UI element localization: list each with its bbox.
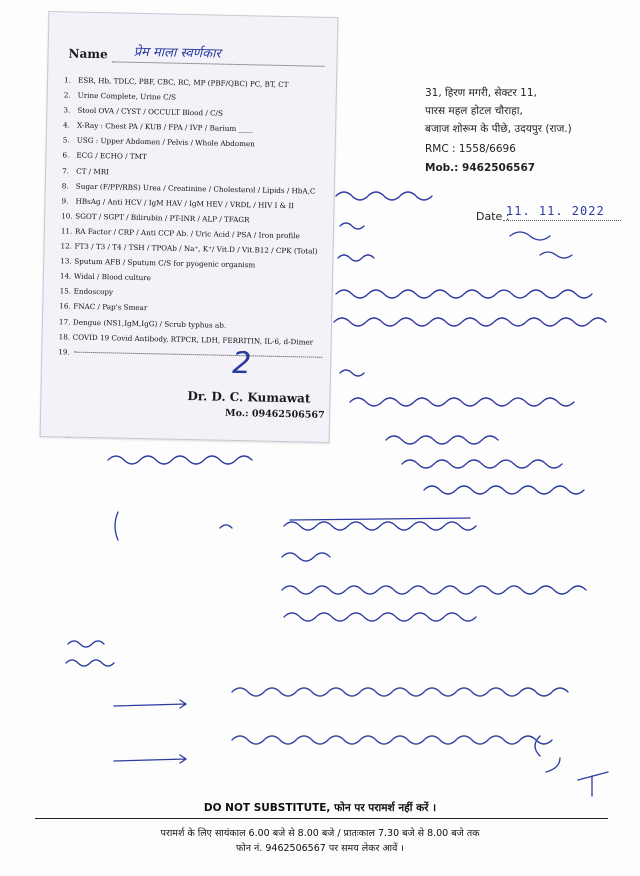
test-item: 17. Dengue (NS1,IgM,IgG) / Scrub typhus ab. [58, 316, 227, 330]
test-item: 1. ESR, Hb, TDLC, PBF, CBC, RC, MP (PBF/QBC) PC, BT, CT [63, 75, 289, 90]
test-item: 4. X-Ray : Chest PA / KUB / FPA / IVP / Barium ____ [63, 120, 254, 134]
test-item: 13. Sputum AFB / Sputum C/S for pyogenic organism [60, 256, 256, 270]
test-item: 15. Endoscopy [59, 286, 114, 297]
test-item: 6. ECG / ECHO / TMT [62, 150, 147, 162]
clinic-mobile: Mob.: 9462506567 [425, 162, 536, 174]
doctor-mobile: Mo.: 09462506567 [224, 407, 325, 421]
test-item: 5. USG : Upper Abdomen / Pelvis / Whole Abdomen [62, 135, 255, 149]
name-underline [112, 61, 324, 66]
appointment-note: फोन नं. 9462506567 पर समय लेकर आवें । [235, 843, 405, 854]
consultation-timing: परामर्श के लिए सायंकाल 6.00 बजे से 8.00 बजे / प्रातःकाल 7.30 बजे से 8.00 बजे तक [160, 828, 480, 839]
handwritten-mark: 2 [231, 345, 252, 382]
test-item: 10. SGOT / SGPT / Bilirubin / PT-INR / ALP / TFAGR [61, 211, 250, 225]
test-item: 3. Stool OVA / CYST / OCCULT Blood / C/S [63, 105, 224, 118]
test-item: 14. Widal / Blood culture [59, 271, 152, 283]
address-line: बजाज शोरूम के पीछे, उदयपुर (राज.) [425, 123, 572, 135]
test-item: 18. COVID 19 Covid Antibody, RTPCR, LDH, FERRITIN, IL-6, d-Dimer [58, 331, 314, 347]
address-line: पारस महल होटल चौराहा, [425, 105, 523, 117]
patient-name: प्रेम माला स्वर्णकार [133, 44, 221, 62]
date-value: 11. 11. 2022 [506, 204, 605, 218]
test-item: 11. RA Factor / CRP / Anti CCP Ab. / Uric Acid / PSA / Iron profile [60, 226, 300, 241]
no-substitute-notice: DO NOT SUBSTITUTE, फोन पर परामर्श नहीं करें । [203, 802, 437, 814]
name-label: Name [68, 46, 108, 62]
test-item: 19. [58, 346, 70, 357]
test-item: 12. FT3 / T3 / T4 / TSH / TPOAb / Na⁺, K⁺/ Vit.D / Vit.B12 / CPK (Total) [60, 241, 318, 256]
test-item: 8. Sugar (F/PP/RBS) Urea / Creatinine / Cholesterol / Lipids / HbA,C [61, 180, 316, 196]
test-list [58, 72, 334, 364]
footer-divider [35, 818, 608, 819]
date-label: Date : [476, 210, 510, 223]
doctor-name: Dr. D. C. Kumawat [187, 389, 311, 406]
address-line: 31, हिरण मगरी, सेक्टर 11, [425, 87, 537, 99]
test-item: 7. CT / MRI [62, 165, 110, 176]
rmc-number: RMC : 1558/6696 [425, 143, 516, 155]
test-item: 9. HBsAg / Anti HCV / IgM HAV / IgM HEV / VRDL / HIV I & II [61, 196, 295, 210]
test-item: 2. Urine Complete, Urine C/S [63, 90, 177, 102]
test-item: 16. FNAC / Pap's Smear [59, 301, 148, 313]
test-order-slip [40, 11, 339, 443]
